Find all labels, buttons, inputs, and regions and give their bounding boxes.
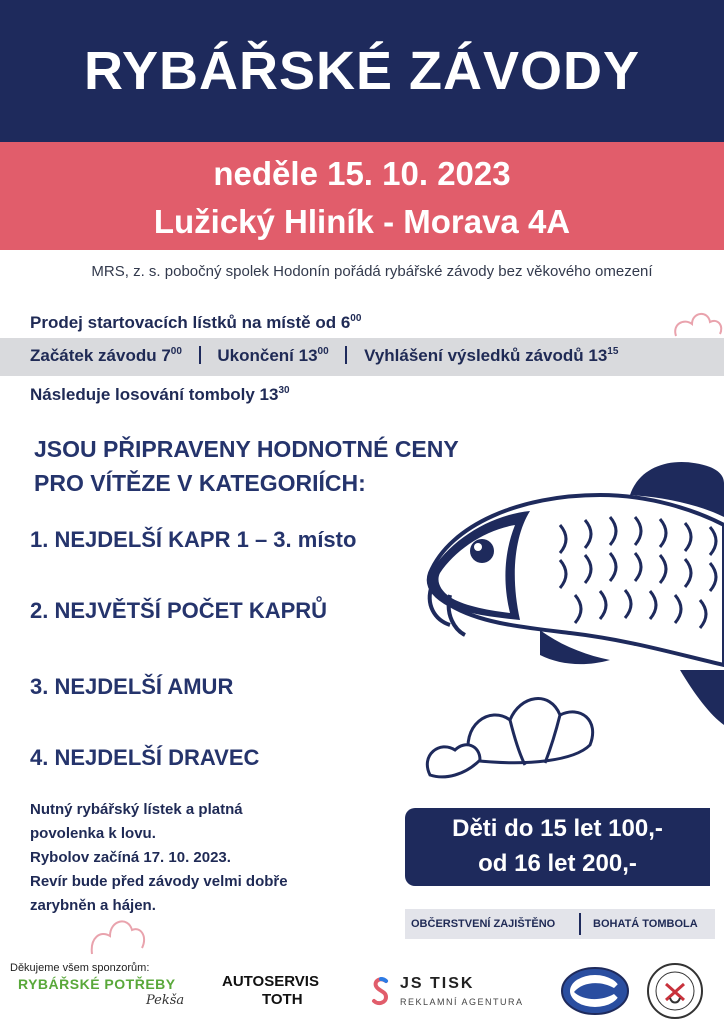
page-title: RYBÁŘSKÉ ZÁVODY [83,41,641,101]
ticket-sales-text: Prodej startovacích lístků na místě od 6 [30,313,351,332]
results-text: Vyhlášení výsledků závodů 13 [364,346,608,365]
requirements-note [30,798,288,918]
refreshments-text: OBČERSTVENÍ ZAJIŠTĚNO [411,918,556,930]
separator [199,346,201,364]
lottery-text: Následuje losování tomboly 13 [30,385,279,404]
sponsor-peksa-signature: Pekša [146,993,185,1008]
fishing-union-seal-icon [646,962,704,1020]
sponsors-thanks: Děkujeme všem sponzorům: [10,962,150,974]
carp-fish-illustration-icon [410,455,724,795]
club-emblem-fish-icon [560,966,630,1016]
sponsor-toth-line2: TOTH [262,991,303,1008]
ticket-sales-time-sup: 00 [350,313,362,324]
note-line: Revír bude před závody velmi dobře [30,873,288,890]
start-sup: 00 [170,346,182,357]
separator [345,346,347,364]
category-item: 4. NEJDELŠÍ DRAVEC [30,745,260,770]
event-date: neděle 15. 10. 2023 [213,155,511,192]
start-text: Začátek závodu 7 [30,346,171,365]
price-adults: od 16 let 200,- [478,850,637,877]
separator [579,913,581,935]
note-line: zarybněn a hájen. [30,897,156,914]
schedule-line [30,346,618,366]
category-item: 1. NEJDELŠÍ KAPR 1 – 3. místo [30,527,357,552]
event-place: Lužický Hliník - Morava 4A [153,203,571,240]
end-text: Ukončení 13 [217,346,318,365]
results-sup: 15 [607,346,619,357]
sponsor-jstisk-line1: JS TISK [400,975,475,992]
note-line: Nutný rybářský lístek a platná [30,801,243,818]
organizer-text: MRS, z. s. pobočný spolek Hodonín pořádá rybářské závody bez věkového omezení [91,263,653,280]
prizes-heading [34,432,459,500]
prizes-heading-line2: PRO VÍTĚZE V KATEGORIÍCH: [34,470,366,496]
jstisk-s-logo-icon [370,975,392,1007]
prizes-heading-line1: JSOU PŘIPRAVENY HODNOTNÉ CENY [34,436,459,462]
sponsor-toth-line1: AUTOSERVIS [222,973,319,990]
lottery-info [30,385,290,405]
category-item: 2. NEJVĚTŠÍ POČET KAPRŮ [30,598,328,623]
end-sup: 00 [317,346,329,357]
note-line: povolenka k lovu. [30,825,156,842]
sponsor-jstisk-line2: REKLAMNÍ AGENTURA [400,997,524,1007]
lottery-sup: 30 [278,385,290,396]
category-item: 3. NEJDELŠÍ AMUR [30,674,234,699]
note-line: Rybolov začíná 17. 10. 2023. [30,849,231,866]
extras-band [405,909,715,939]
tombola-text: BOHATÁ TOMBOLA [593,918,698,930]
sponsor-peksa-logo: RYBÁŘSKÉ POTŘEBY [18,976,176,992]
ticket-sales-info [30,313,361,333]
price-children: Děti do 15 let 100,- [452,815,663,842]
flower-outline-icon [88,908,148,956]
